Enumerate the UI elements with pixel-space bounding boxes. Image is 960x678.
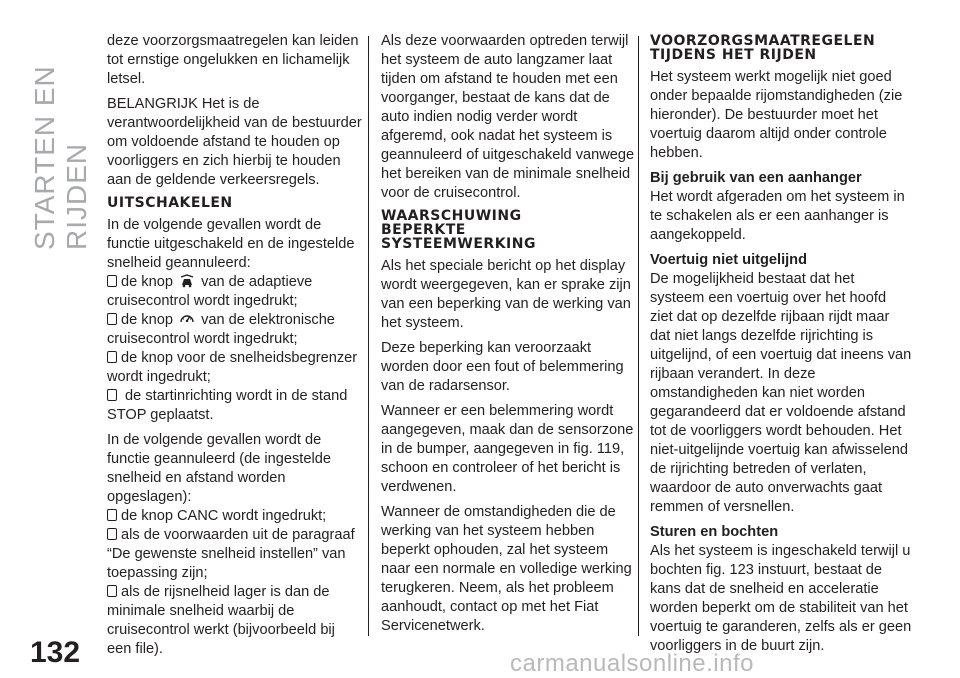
column-divider: [638, 36, 639, 636]
paragraph: Het wordt afgeraden om het systeem in te schakelen als er een aanhanger is aangekoppeld.: [650, 189, 905, 243]
text-column-1: [107, 32, 363, 659]
bullet-box-icon: [107, 351, 117, 363]
bullet-box-icon: [107, 585, 117, 597]
paragraph: In de volgende gevallen wordt de functie geannuleerd (de ingestelde snelheid en afstand worden opgeslagen):: [107, 432, 331, 505]
watermark-text: carmanualsonline.info: [510, 650, 754, 677]
list-item: de knop voor de snelheidsbegrenzer wordt ingedrukt;: [107, 350, 358, 385]
cruise-control-icon: [179, 312, 195, 326]
list-item: de knop van de elektronische cruisecontrol wordt ingedrukt;: [107, 312, 335, 347]
paragraph: Deze beperking kan veroorzaakt worden door een fout of belemmering van de radarsensor.: [381, 340, 624, 394]
page-number: 132: [30, 636, 81, 669]
paragraph: Het systeem werkt mogelijk niet goed onder bepaalde rijomstandigheden (zie hieronder). De bestuurder moet het voertuig daarom altijd onder controle hebben.: [650, 69, 903, 161]
paragraph: Als het speciale bericht op het display wordt weergegeven, kan er sprake zijn van een beperking van de werking van het systeem.: [381, 258, 631, 331]
paragraph: Wanneer er een belemmering wordt aangegeven, maak dan de sensorzone in de bumper, aangegeven in fig. 119, schoon en controleer of het bericht is verdwenen.: [381, 403, 634, 495]
list-item: de startinrichting wordt in de stand STOP geplaatst.: [107, 388, 348, 423]
paragraph: Als deze voorwaarden optreden terwijl het systeem de auto langzamer laat tijden om afstand te houden met een voorganger, bestaat de kans dat de auto indien nodig verder wordt afgeremd, ook nadat het systeem is geannuleerd of uitgeschakeld vanwege het bereiken van de minimale snelheid voor de cruisecontrol.: [381, 33, 635, 201]
section-heading: VOORZORGSMAATREGELEN TIJDENS HET RIJDEN: [650, 33, 876, 63]
section-title-vertical: STARTEN EN RIJDEN: [29, 65, 92, 250]
list-item: als de voorwaarden uit de paragraaf “De gewenste snelheid instellen” van toepassing zijn;: [107, 527, 355, 581]
bullet-box-icon: [107, 275, 117, 287]
text-column-3: [650, 32, 912, 662]
paragraph: deze voorzorgsmaatregelen kan leiden tot ernstige ongelukken en lichamelijk letsel.: [107, 33, 359, 87]
list-item: de knop van de adaptieve cruisecontrol wordt ingedrukt;: [107, 274, 313, 309]
text-column-2: [381, 32, 637, 642]
paragraph: In de volgende gevallen wordt de functie uitgeschakeld en de ingestelde snelheid geannuleerd:: [107, 217, 355, 271]
paragraph: De mogelijkheid bestaat dat het systeem een voertuig over het hoofd ziet dat op dezelfde rijbaan rijdt maar dat niet langs dezelfde rijrichting is uitgelijnd, of een voertuig dat ineens van rijbaan verandert. In deze omstandigheden kan niet worden gegarandeerd dat er voldoende afstand tot de voorliggers wordt behouden. Het niet-uitgelijnde voertuig kan afwisselend de rijrichting betreden of verlaten, waardoor de auto onverwachts gaat remmen of versnellen.: [650, 271, 912, 515]
section-heading: WAARSCHUWING BEPERKTE SYSTEEMWERKING: [381, 208, 536, 252]
paragraph: Als het systeem is ingeschakeld terwijl u bochten fig. 123 instuurt, bestaat de kans dat de snelheid en acceleratie worden beperkt om de stabiliteit van het voertuig te garanderen, zelfs als er geen voorliggers in de buurt zijn.: [650, 543, 912, 654]
bullet-box-icon: [107, 313, 117, 325]
bullet-box-icon: [107, 509, 117, 521]
list-item: als de rijsnelheid lager is dan de minimale snelheid waarbij de cruisecontrol werkt (bijvoorbeeld bij een file).: [107, 584, 335, 657]
bullet-box-icon: [107, 389, 117, 401]
paragraph: BELANGRIJK Het is de verantwoordelijkheid van de bestuurder om voldoende afstand te houden op voorliggers en zich hierbij te houden aan de geldende verkeersregels.: [107, 96, 362, 188]
subheading: Voertuig niet uitgelijnd: [650, 252, 808, 268]
column-divider: [368, 36, 369, 636]
bullet-box-icon: [107, 528, 117, 540]
subheading: Bij gebruik van een aanhanger: [650, 170, 862, 186]
subheading: Sturen en bochten: [650, 524, 779, 540]
section-heading: UITSCHAKELEN: [107, 195, 233, 211]
list-item: de knop CANC wordt ingedrukt;: [107, 507, 363, 526]
paragraph: Wanneer de omstandigheden die de werking van het systeem hebben beperkt ophouden, zal het systeem naar een normale en volledige werking terugkeren. Neem, als het probleem aanhoudt, contact op met het Fiat Servicenetwerk.: [381, 504, 632, 634]
adaptive-cruise-icon: [179, 274, 195, 288]
